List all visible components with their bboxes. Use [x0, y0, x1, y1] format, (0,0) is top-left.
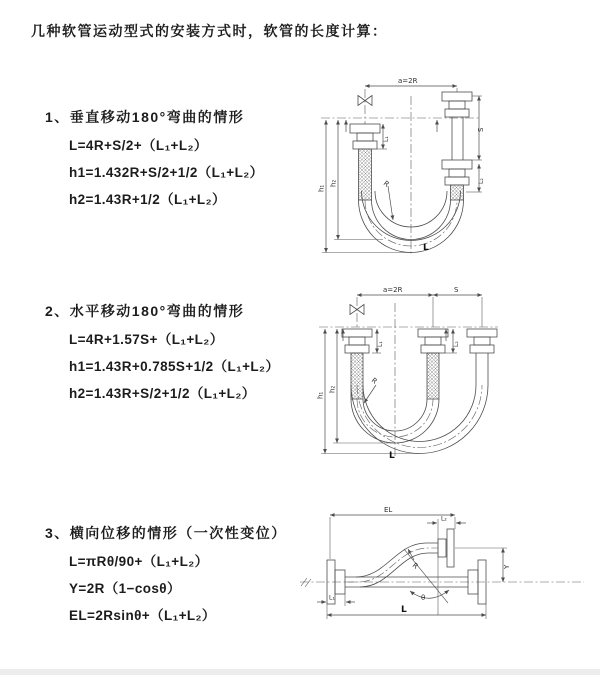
hose-and-fittings [327, 529, 486, 604]
dim-label-height-inner: h₂ [328, 385, 337, 393]
dim-label-end-left: L₁ [383, 136, 390, 142]
dimension-labels [329, 506, 511, 615]
formula: h1=1.43R+0.785S+1/2（L₁+L₂） [69, 359, 280, 374]
dim-label-span: a=2R [398, 77, 418, 85]
braided-hose-section [451, 185, 464, 200]
dim-label-movement: S [477, 127, 485, 132]
diagram-horizontal-180-bend [313, 281, 590, 468]
dim-label-end-left: L₁ [377, 341, 384, 347]
formula: Y=2R（1−cosθ） [69, 581, 181, 596]
dim-label-end-right: L₂ [441, 515, 447, 523]
dim-label-height-inner: h₂ [329, 179, 338, 187]
dim-label-angle: θ [421, 594, 426, 602]
dim-label-span: a=2R [383, 286, 403, 294]
formula: L=πRθ/90+（L₁+L₂） [69, 554, 209, 569]
dim-label-length: L [423, 243, 429, 253]
formula: h1=1.432R+S/2+1/2（L₁+L₂） [69, 165, 264, 180]
centerlines [316, 297, 498, 457]
braided-hose-section [359, 149, 372, 200]
hose-offset-drawing [298, 503, 588, 643]
dim-label-radius: R [369, 376, 379, 386]
valve-icon [365, 96, 372, 106]
dim-label-end-right: L₂ [478, 178, 485, 184]
dim-label-effective-length: EL [384, 506, 393, 514]
dim-label-offset: Y [503, 564, 511, 569]
dim-label-length: L [389, 451, 395, 461]
diagram-lateral-displacement [298, 503, 588, 643]
dimension-labels [318, 77, 486, 253]
dim-label-end-left: L₁ [329, 594, 335, 602]
dim-label-radius: R [410, 561, 420, 571]
dim-label-length: L [401, 605, 407, 615]
valve-icon [350, 305, 357, 315]
dim-label-end-right: L₂ [453, 341, 460, 347]
formula: L=4R+S/2+（L₁+L₂） [69, 138, 208, 153]
dim-label-movement: S [454, 286, 459, 294]
page-title: 几种软管运动型式的安装方式时，软管的长度计算： [31, 23, 388, 39]
formula: EL=2Rsinθ+（L₁+L₂） [69, 608, 216, 623]
valve-icon [357, 305, 364, 315]
braided-hose-section [427, 353, 439, 399]
diagram-vertical-180-bend [313, 72, 590, 259]
hose-u-bend-drawing [313, 281, 590, 468]
dim-label-radius: R [381, 179, 391, 189]
valve-icon [358, 96, 365, 106]
hose-u-bend-drawing [313, 72, 590, 259]
section-heading: 3、横向位移的情形（一次性变位） [45, 525, 287, 541]
formula: L=4R+1.57S+（L₁+L₂） [69, 332, 224, 347]
dimension-lines [321, 295, 482, 454]
braided-hose-section [351, 353, 363, 399]
dim-label-height-outer: h₁ [316, 391, 325, 399]
section-lateral-displacement [45, 524, 287, 623]
centerlines [321, 89, 481, 255]
centerlines [300, 548, 584, 587]
page-bottom-edge [0, 669, 600, 675]
section-horizontal-movement [45, 302, 279, 401]
formula: h2=1.43R+1/2（L₁+L₂） [69, 192, 226, 207]
section-vertical-movement [45, 108, 264, 207]
section-heading: 2、水平移动180°弯曲的情形 [45, 303, 245, 319]
section-heading: 1、垂直移动180°弯曲的情形 [45, 109, 245, 125]
dim-label-height-outer: h₁ [317, 184, 326, 192]
formula: h2=1.43R+S/2+1/2（L₁+L₂） [69, 386, 256, 401]
